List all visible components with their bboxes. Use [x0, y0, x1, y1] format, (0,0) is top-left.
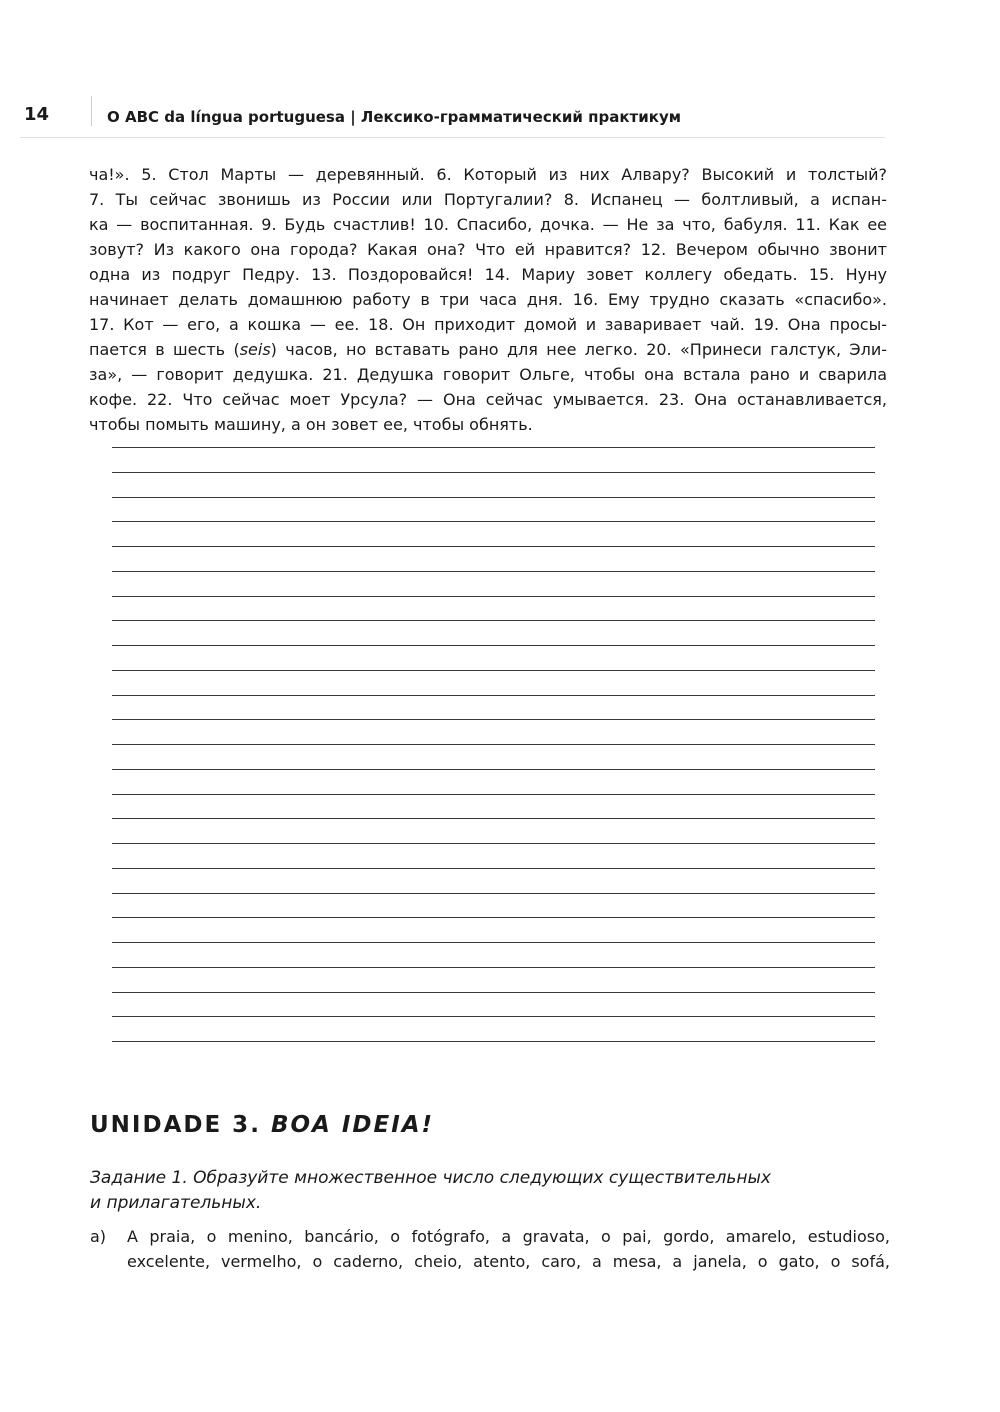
writing-line — [112, 645, 875, 646]
text-line: ка — воспитанная. 9. Будь счастлив! 10. Спасибо, дочка. — Не за что, бабуля. 11. Как ее — [89, 215, 887, 234]
writing-line — [112, 942, 875, 943]
text-line: за», — говорит дедушка. 21. Дедушка говорит Ольге, чтобы она встала рано и сварила — [89, 365, 887, 384]
writing-line — [112, 472, 875, 473]
writing-line — [112, 893, 875, 894]
writing-line — [112, 744, 875, 745]
item-content — [127, 1224, 890, 1274]
writing-line — [112, 571, 875, 572]
unit-heading-prefix: UNIDADE 3. — [90, 1112, 271, 1138]
text-line: начинает делать домашнюю работу в три часа дня. 16. Ему трудно сказать «спасибо». — [89, 290, 887, 309]
italic-word: seis — [239, 340, 271, 359]
task-line: и прилагательных. — [90, 1193, 262, 1213]
item-marker: a) — [90, 1227, 107, 1246]
task-instruction — [90, 1166, 870, 1216]
exercise-text — [89, 162, 887, 437]
writing-line — [112, 695, 875, 696]
writing-line — [112, 769, 875, 770]
text-line: ча!». 5. Стол Марты — деревянный. 6. Который из них Алвару? Высокий и толстый? — [89, 165, 887, 184]
text-line: зовут? Из какого она города? Какая она? Что ей нравится? 12. Вечером обычно звонит — [89, 240, 887, 259]
writing-line — [112, 794, 875, 795]
writing-line — [112, 497, 875, 498]
writing-line — [112, 546, 875, 547]
writing-line — [112, 818, 875, 819]
header-rule — [20, 137, 885, 138]
writing-line — [112, 670, 875, 671]
text-segment: ) часов, но вставать рано для нее легко. 20. «Принеси галстук, Эли- — [270, 340, 887, 359]
writing-line — [112, 620, 875, 621]
writing-line — [112, 447, 875, 448]
writing-line — [112, 917, 875, 918]
text-line: кофе. 22. Что сейчас моет Урсула? — Она сейчас умывается. 23. Она останавливается, — [89, 390, 887, 409]
page-header — [0, 0, 1000, 140]
text-line: 7. Ты сейчас звонишь из России или Португалии? 8. Испанец — болтливый, а испан- — [89, 190, 887, 209]
text-line: чтобы помыть машину, а он зовет ее, чтобы обнять. — [89, 415, 533, 434]
text-line — [89, 337, 887, 362]
writing-line — [112, 967, 875, 968]
writing-line — [112, 719, 875, 720]
item-line: A praia, o menino, bancário, o fotógrafo, a gravata, o pai, gordo, amarelo, estudioso, — [127, 1227, 890, 1246]
writing-lines — [112, 447, 875, 1066]
writing-line — [112, 596, 875, 597]
writing-line — [112, 868, 875, 869]
header-separator — [91, 96, 92, 126]
writing-line — [112, 1016, 875, 1017]
unit-heading — [90, 1112, 434, 1138]
writing-line — [112, 521, 875, 522]
writing-line — [112, 843, 875, 844]
item-line: excelente, vermelho, o caderno, cheio, atento, caro, a mesa, a janela, o gato, o sofá, — [127, 1252, 890, 1271]
text-line: 17. Кот — его, а кошка — ее. 18. Он приходит домой и заваривает чай. 19. Она просы- — [89, 315, 887, 334]
unit-heading-accent: BOA IDEIA! — [270, 1112, 435, 1138]
task-line: Задание 1. Образуйте множественное число следующих существительных — [90, 1168, 771, 1188]
writing-line — [112, 992, 875, 993]
running-title: O ABC da língua portuguesa | Лексико-грамматический практикум — [107, 108, 681, 126]
text-segment: пается в шесть ( — [89, 340, 240, 359]
writing-line — [112, 1041, 875, 1042]
text-line: одна из подруг Педру. 13. Поздоровайся! 14. Мариу зовет коллегу обедать. 15. Нуну — [89, 265, 887, 284]
page-number: 14 — [24, 104, 50, 125]
